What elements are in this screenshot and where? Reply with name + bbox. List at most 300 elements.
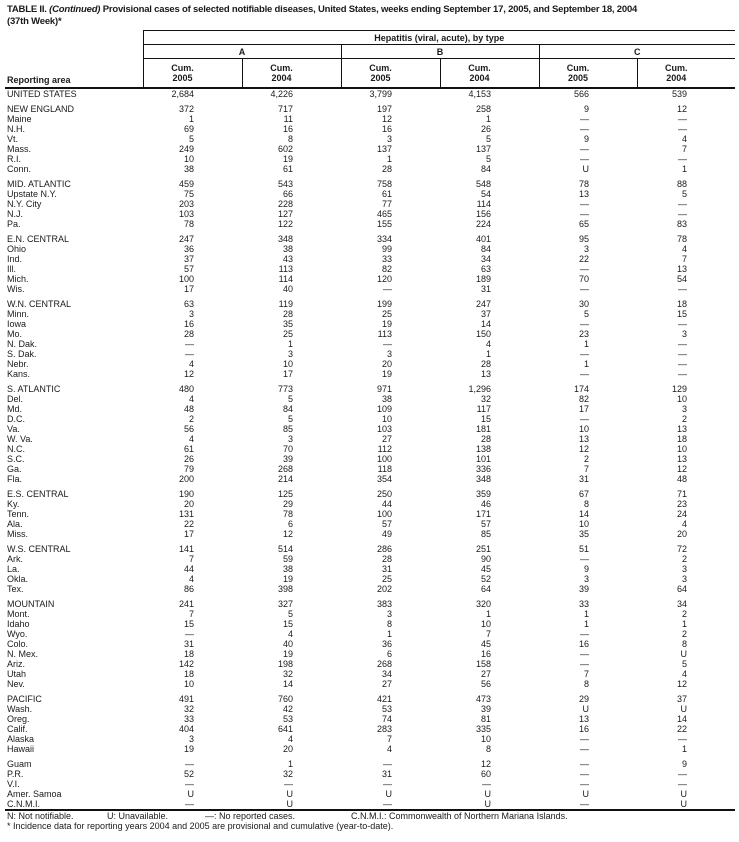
value-cell: 77 [381,199,392,209]
value-cell: 327 [277,599,293,609]
value-cell: 7 [188,609,194,619]
value-cell: — [678,284,688,294]
value-cell: 11 [283,114,293,124]
state-row [5,744,735,754]
value-cell: 23 [677,499,688,509]
value-cell: 12 [480,759,491,769]
state-row [5,309,735,319]
value-cell: — [580,649,589,659]
notifiable-diseases-table [5,30,735,811]
value-cell: 83 [677,219,688,229]
value-cell: 602 [277,144,293,154]
territory-row [5,799,735,810]
value-cell: — [678,359,688,369]
value-cell: 109 [376,404,392,414]
value-cell: 57 [183,264,194,274]
reporting-area-cell: N. Dak. [7,339,38,349]
value-cell: 10 [677,394,688,404]
value-cell: 113 [377,329,392,339]
state-row [5,529,735,539]
value-cell: 19 [381,369,392,379]
state-row [5,164,735,174]
reporting-area-cell: Wyo. [7,629,28,639]
column-header-b-cum-2005 [341,59,440,89]
cum-label: Cum. [665,63,688,73]
state-row [5,369,735,379]
value-cell: 3 [583,574,589,584]
value-cell: 514 [277,544,293,554]
value-cell: 398 [277,584,293,594]
value-cell: 120 [376,274,392,284]
value-cell: 20 [183,499,194,509]
value-cell: 283 [376,724,392,734]
region-row [5,694,735,704]
value-cell: 335 [475,724,491,734]
reporting-area-cell: Nebr. [7,359,29,369]
value-cell: 54 [480,189,491,199]
value-cell: 4 [485,339,491,349]
value-cell: 65 [578,219,589,229]
value-cell: 1 [682,619,688,629]
state-row [5,349,735,359]
value-cell: 61 [183,444,194,454]
state-row [5,584,735,594]
reporting-area-cell: Ala. [7,519,23,529]
value-cell: 81 [480,714,491,724]
value-cell: — [383,759,392,769]
state-row [5,619,735,629]
state-row [5,734,735,744]
value-cell: 2 [682,609,688,619]
year-label: 2005 [370,73,391,83]
value-cell: 3 [188,734,194,744]
value-cell: 189 [475,274,491,284]
value-cell: — [678,154,688,164]
state-row [5,509,735,519]
value-cell: 5 [485,154,491,164]
reporting-area-cell: La. [7,564,20,574]
value-cell: 44 [381,499,392,509]
value-cell: 31 [183,639,194,649]
reporting-area-cell: N.H. [7,124,25,134]
value-cell: 45 [480,639,491,649]
value-cell: 28 [480,434,491,444]
value-cell: 10 [282,359,293,369]
state-row [5,329,735,339]
value-cell: 45 [480,564,491,574]
cum-label: Cum. [566,63,590,73]
value-cell: 7 [583,464,589,474]
value-cell: 6 [386,649,392,659]
value-cell: 19 [282,574,293,584]
value-cell: 33 [578,599,589,609]
state-row [5,114,735,124]
value-cell: 20 [677,529,688,539]
state-row [5,154,735,164]
value-cell: 1 [682,164,688,174]
reporting-area-cell: Alaska [7,734,35,744]
value-cell: 54 [677,274,688,284]
value-cell: 10 [183,679,194,689]
value-cell: 84 [480,244,491,254]
value-cell: 16 [578,724,589,734]
column-header-b-cum-2004 [440,59,539,89]
table-title-line1 [7,4,637,16]
reporting-area-cell: S. Dak. [7,349,37,359]
value-cell: 1 [485,114,491,124]
value-cell: 122 [277,219,293,229]
value-cell: 48 [183,404,194,414]
value-cell: 29 [282,499,293,509]
value-cell: 56 [183,424,194,434]
reporting-area-cell: Minn. [7,309,30,319]
value-cell: U [286,789,293,799]
value-cell: 1 [583,619,589,629]
reporting-area-cell: W.S. CENTRAL [7,544,71,554]
value-cell: 14 [677,714,688,724]
year-label: 2004 [469,73,490,83]
value-cell: — [678,339,688,349]
value-cell: 421 [376,694,392,704]
value-cell: 137 [475,144,491,154]
value-cell: 78 [282,509,293,519]
value-cell: 286 [376,544,392,554]
value-cell: 25 [282,329,293,339]
value-cell: 24 [677,509,688,519]
reporting-area-cell: Okla. [7,574,29,584]
value-cell: 336 [475,464,491,474]
value-cell: 1 [485,609,491,619]
value-cell: 18 [677,434,688,444]
state-row [5,564,735,574]
value-cell: 372 [178,104,194,114]
value-cell: 66 [282,189,293,199]
reporting-area-cell: Fla. [7,474,23,484]
value-cell: 348 [475,474,491,484]
value-cell: 155 [376,219,392,229]
value-cell: 27 [480,669,491,679]
table-label: TABLE II. [7,4,47,15]
value-cell: 5 [485,134,491,144]
value-cell: 3 [682,564,688,574]
reporting-area-cell: Mo. [7,329,23,339]
value-cell: 14 [480,319,491,329]
value-cell: 250 [376,489,392,499]
region-row [5,489,735,499]
reporting-area-cell: MID. ATLANTIC [7,179,71,189]
value-cell: 2 [583,454,589,464]
state-row [5,404,735,414]
value-cell: 38 [282,564,293,574]
value-cell: 18 [677,299,688,309]
value-cell: 156 [475,209,491,219]
value-cell: 5 [682,189,688,199]
region-row [5,544,735,554]
value-cell: 32 [282,669,293,679]
value-cell: 251 [475,544,491,554]
value-cell: 3 [682,574,688,584]
value-cell: 383 [376,599,392,609]
reporting-area-cell: Mass. [7,144,32,154]
value-cell: — [383,339,392,349]
value-cell: 12 [677,104,688,114]
value-cell: 17 [282,369,293,379]
value-cell: 4 [386,744,392,754]
value-cell: 25 [381,574,392,584]
value-cell: 12 [381,114,392,124]
value-cell: 53 [282,714,293,724]
subgroup-header-row [5,45,735,59]
state-row [5,414,735,424]
value-cell: 35 [282,319,293,329]
value-cell: 717 [277,104,293,114]
state-row [5,629,735,639]
value-cell: — [580,284,589,294]
value-cell: 31 [480,284,491,294]
value-cell: — [580,199,589,209]
value-cell: — [678,124,688,134]
value-cell: 19 [183,744,194,754]
state-row [5,434,735,444]
value-cell: U [637,799,735,810]
state-row [5,144,735,154]
state-row [5,649,735,659]
value-cell: 10 [578,519,589,529]
value-cell: — [580,349,589,359]
value-cell: 32 [480,394,491,404]
value-cell: 3 [287,349,293,359]
region-row [5,179,735,189]
value-cell: 3 [386,134,392,144]
state-row [5,659,735,669]
value-cell: 67 [578,489,589,499]
value-cell: — [580,744,589,754]
value-cell: 13 [480,369,491,379]
value-cell: 90 [480,554,491,564]
value-cell: 13 [578,189,589,199]
value-cell: 203 [178,199,194,209]
reporting-area-cell: N.Y. City [7,199,42,209]
value-cell: — [341,799,440,810]
disease-group-header-row [5,31,735,45]
reporting-area-cell: S.C. [7,454,25,464]
state-row [5,609,735,619]
value-cell: 2 [682,629,688,639]
value-cell: 1 [583,339,589,349]
value-cell: — [185,629,194,639]
reporting-area-cell: Ariz. [7,659,25,669]
value-cell: 28 [282,309,293,319]
value-cell: 3 [386,349,392,359]
value-cell: 10 [677,444,688,454]
value-cell: 100 [376,509,392,519]
value-cell: — [580,264,589,274]
value-cell: 3 [682,329,688,339]
value-cell: 72 [677,544,688,554]
value-cell: 22 [578,254,589,264]
value-cell: U [680,704,688,714]
reporting-area-cell: UNITED STATES [7,89,77,99]
footnote-legend [7,811,568,821]
value-cell: 8 [485,744,491,754]
value-cell: — [185,759,194,769]
value-cell: 2,684 [171,89,194,99]
value-cell: — [284,779,293,789]
value-cell: 82 [381,264,392,274]
value-cell: 28 [480,359,491,369]
value-cell: 4 [287,734,293,744]
value-cell: — [482,779,491,789]
value-cell: 4 [682,134,688,144]
state-row [5,264,735,274]
value-cell: 95 [578,234,589,244]
value-cell: U [680,649,688,659]
region-row [5,384,735,394]
disease-group-header: Hepatitis (viral, acute), by type [143,31,735,45]
value-cell: 119 [278,299,293,309]
value-cell: 1 [287,339,293,349]
value-cell: 4 [682,244,688,254]
value-cell: 30 [578,299,589,309]
footnote-no-reported-cases: —: No reported cases. [205,811,296,821]
value-cell: — [678,779,688,789]
reporting-area-cell: P.R. [7,769,24,779]
value-cell: 3,799 [369,89,392,99]
value-cell: 79 [183,464,194,474]
value-cell: 34 [381,669,392,679]
value-cell: U [484,789,491,799]
value-cell: 190 [178,489,194,499]
value-cell: 33 [381,254,392,264]
value-cell: 9 [682,759,688,769]
value-cell: 247 [178,234,194,244]
value-cell: 12 [677,679,688,689]
value-cell: 28 [183,329,194,339]
value-cell: U [582,704,589,714]
value-cell: 34 [677,599,688,609]
value-cell: 9 [583,104,589,114]
value-cell: 63 [183,299,194,309]
value-cell: 27 [381,434,392,444]
table-title [7,4,637,28]
value-cell: 59 [282,554,293,564]
reporting-area-cell: Md. [7,404,23,414]
value-cell: U [680,789,688,799]
value-cell: — [580,209,589,219]
reporting-area-cell: R.I. [7,154,22,164]
value-cell: 75 [183,189,194,199]
value-cell: 15 [183,619,194,629]
value-cell: 16 [578,639,589,649]
value-cell: 10 [381,414,392,424]
value-cell: 39 [282,454,293,464]
value-cell: 12 [578,444,589,454]
value-cell: — [580,144,589,154]
value-cell: 228 [277,199,293,209]
value-cell: 38 [381,394,392,404]
footnote-cnmi: C.N.M.I.: Commonwealth of Northern Mariana Islands. [351,811,568,821]
value-cell: 2 [188,414,194,424]
value-cell: 401 [475,234,491,244]
value-cell: 19 [381,319,392,329]
reporting-area-label: Reporting area [5,59,143,89]
state-row [5,274,735,284]
value-cell: — [678,369,688,379]
value-cell: 20 [381,359,392,369]
value-cell: 971 [376,384,392,394]
value-cell: 3 [583,244,589,254]
reporting-area-cell: Tex. [7,584,24,594]
value-cell: 63 [480,264,491,274]
value-cell: — [580,369,589,379]
reporting-area-cell: Utah [7,669,27,679]
value-cell: — [580,769,589,779]
value-cell: 773 [277,384,293,394]
value-cell: — [678,769,688,779]
value-cell: 22 [677,724,688,734]
value-cell: 13 [578,434,589,444]
value-cell: 1 [386,629,392,639]
reporting-area-cell: S. ATLANTIC [7,384,61,394]
value-cell: 74 [381,714,392,724]
value-cell: — [539,799,637,810]
value-cell: 14 [578,509,589,519]
value-cell: 18 [183,669,194,679]
value-cell: 197 [376,104,392,114]
table-header [5,31,735,89]
value-cell: 19 [282,649,293,659]
value-cell: 35 [578,529,589,539]
reporting-area-cell: Wash. [7,704,33,714]
value-cell: 36 [381,639,392,649]
reporting-area-cell: Iowa [7,319,27,329]
value-cell: 70 [578,274,589,284]
value-cell: 3 [386,609,392,619]
value-cell: 61 [282,164,293,174]
value-cell: 52 [183,769,194,779]
value-cell: 8 [583,679,589,689]
state-row [5,724,735,734]
cum-label: Cum. [270,63,293,73]
value-cell: 8 [682,639,688,649]
reporting-area-cell: Wis. [7,284,25,294]
value-cell: 539 [672,89,688,99]
value-cell: 320 [475,599,491,609]
value-cell: 2 [682,554,688,564]
value-cell: 491 [178,694,194,704]
value-cell: 10 [480,734,491,744]
table-body [5,88,735,810]
value-cell: 348 [277,234,293,244]
value-cell: 354 [376,474,392,484]
value-cell: 31 [381,769,392,779]
value-cell: 113 [278,264,293,274]
reporting-area-cell: Ark. [7,554,24,564]
value-cell: 31 [381,564,392,574]
value-cell: 174 [573,384,589,394]
value-cell: 64 [677,584,688,594]
value-cell: 64 [480,584,491,594]
footnote-incidence-note: * Incidence data for reporting years 2004 and 2005 are provisional and cumulative (year-to-date). [7,821,394,831]
continued-label: (Continued) [49,4,101,15]
table-title-week: (37th Week)* [7,16,62,27]
value-cell: 13 [578,714,589,724]
value-cell: 1 [188,114,194,124]
value-cell: 181 [475,424,491,434]
value-cell: 4 [682,519,688,529]
territory-row [5,779,735,789]
value-cell: U [242,799,341,810]
